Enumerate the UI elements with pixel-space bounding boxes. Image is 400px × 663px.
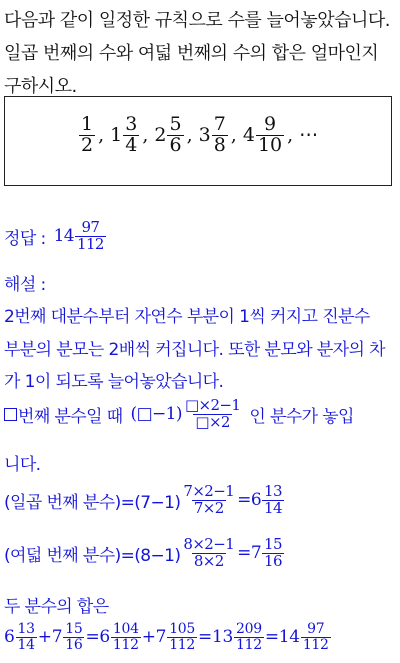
numerator: 105: [169, 621, 196, 637]
denominator: 112: [236, 636, 262, 653]
question-line: 구하시오.: [4, 76, 77, 97]
question-line: 다음과 같이 일정한 규칙으로 수를 늘어놓았습니다.: [4, 10, 390, 31]
explanation-paragraph: 부분의 분모는 2배씩 커집니다. 또한 분모와 분자의 차: [4, 340, 385, 360]
sum-fraction: [301, 622, 331, 652]
sum-fraction: [16, 622, 37, 652]
whole-part: +7: [37, 627, 63, 648]
formula-fraction: [181, 484, 236, 517]
formula-paren: (□−1): [130, 404, 182, 425]
denominator: 7×2: [193, 498, 224, 517]
question-text: [4, 4, 398, 103]
numerator: 15: [65, 621, 83, 637]
explanation-paragraph: 2번째 대분수부터 자연수 부분이 1씩 커지고 진분수: [4, 307, 370, 327]
sequence-term-fraction: [212, 115, 228, 156]
sum-fraction: [234, 622, 264, 652]
formula-text: 번째 분수일 때: [18, 406, 123, 427]
whole-part: =14: [264, 627, 300, 648]
formula-text: (일곱 번째 분수)=(7−1): [4, 492, 181, 513]
denominator: □×2: [195, 412, 230, 431]
denominator: 14: [17, 636, 35, 653]
numerator: 13: [17, 621, 35, 637]
denominator: 16: [264, 551, 282, 570]
explanation-paragraph: 가 1이 되도록 늘어놓았습니다.: [4, 372, 224, 392]
answer-whole: 14: [53, 226, 75, 247]
numerator: 1: [81, 113, 94, 135]
separator: ,: [186, 124, 193, 147]
answer-line: [4, 220, 107, 253]
denominator: 10: [257, 133, 283, 156]
separator: ,: [142, 124, 149, 147]
whole-part: 1: [110, 124, 123, 147]
numerator: 8×2−1: [183, 535, 235, 553]
numerator: 97: [81, 218, 100, 236]
denominator: 14: [264, 498, 282, 517]
denominator: 112: [302, 636, 329, 653]
numerator: 209: [236, 621, 262, 637]
denominator: 4: [125, 133, 138, 156]
denominator: 112: [77, 234, 104, 253]
separator: ,: [230, 124, 237, 147]
formula-text: =6: [237, 490, 262, 511]
sum-equation: [4, 622, 332, 652]
explanation-paragraph: 니다.: [4, 455, 41, 475]
sequence-term-fraction: [256, 115, 284, 156]
numerator: 9: [263, 113, 277, 135]
ellipsis: ⋯: [299, 124, 319, 147]
denominator: 8×2: [193, 551, 224, 570]
result-fraction: [262, 484, 284, 517]
formula-text: =7: [237, 543, 262, 564]
denominator: 112: [169, 636, 196, 653]
sum-fraction: [111, 622, 141, 652]
whole-part: 2: [154, 124, 167, 147]
whole-part: +7: [141, 627, 167, 648]
eighth-term-line: [4, 537, 285, 570]
denominator: 6: [169, 133, 182, 156]
answer-label: 정답 :: [4, 228, 46, 249]
numerator: 3: [125, 113, 138, 135]
separator: ,: [98, 124, 105, 147]
numerator: 97: [307, 621, 325, 637]
result-fraction: [262, 537, 284, 570]
general-formula-line: [4, 398, 354, 431]
denominator: 2: [81, 133, 94, 156]
sequence-term-fraction: [167, 115, 183, 156]
sum-label: 두 분수의 합은: [4, 597, 109, 617]
sequence-term-fraction: [123, 115, 139, 156]
numerator: 13: [264, 482, 282, 500]
numerator: 15: [264, 535, 282, 553]
whole-part: 3: [198, 124, 211, 147]
sum-fraction: [63, 622, 84, 652]
whole-part: =6: [85, 627, 110, 648]
denominator: 8: [213, 133, 226, 156]
formula-text: (여덟 번째 분수)=(8−1): [4, 545, 181, 566]
seventh-term-line: [4, 484, 285, 517]
numerator: 5: [169, 113, 182, 135]
formula-fraction: [181, 537, 236, 570]
denominator: 16: [65, 636, 83, 653]
numerator: 7: [213, 113, 226, 135]
answer-fraction: [75, 220, 106, 253]
general-fraction: [183, 398, 242, 431]
denominator: 112: [112, 636, 139, 653]
whole-part: 4: [242, 124, 255, 147]
numerator: 104: [112, 621, 139, 637]
separator: ,: [287, 124, 294, 147]
sum-fraction: [167, 622, 197, 652]
blank-box-icon: [4, 408, 17, 421]
formula-text: 인 분수가 놓입: [249, 406, 354, 427]
whole-part: 6: [4, 627, 15, 648]
explanation-label: 해설 :: [4, 275, 46, 295]
question-line: 일곱 번째의 수와 여덟 번째의 수의 합은 얼마인지: [4, 43, 379, 64]
numerator: □×2−1: [184, 396, 241, 414]
sequence-term-fraction: [79, 115, 95, 156]
numerator: 7×2−1: [183, 482, 235, 500]
whole-part: =13: [198, 627, 234, 648]
number-sequence: [78, 115, 318, 156]
